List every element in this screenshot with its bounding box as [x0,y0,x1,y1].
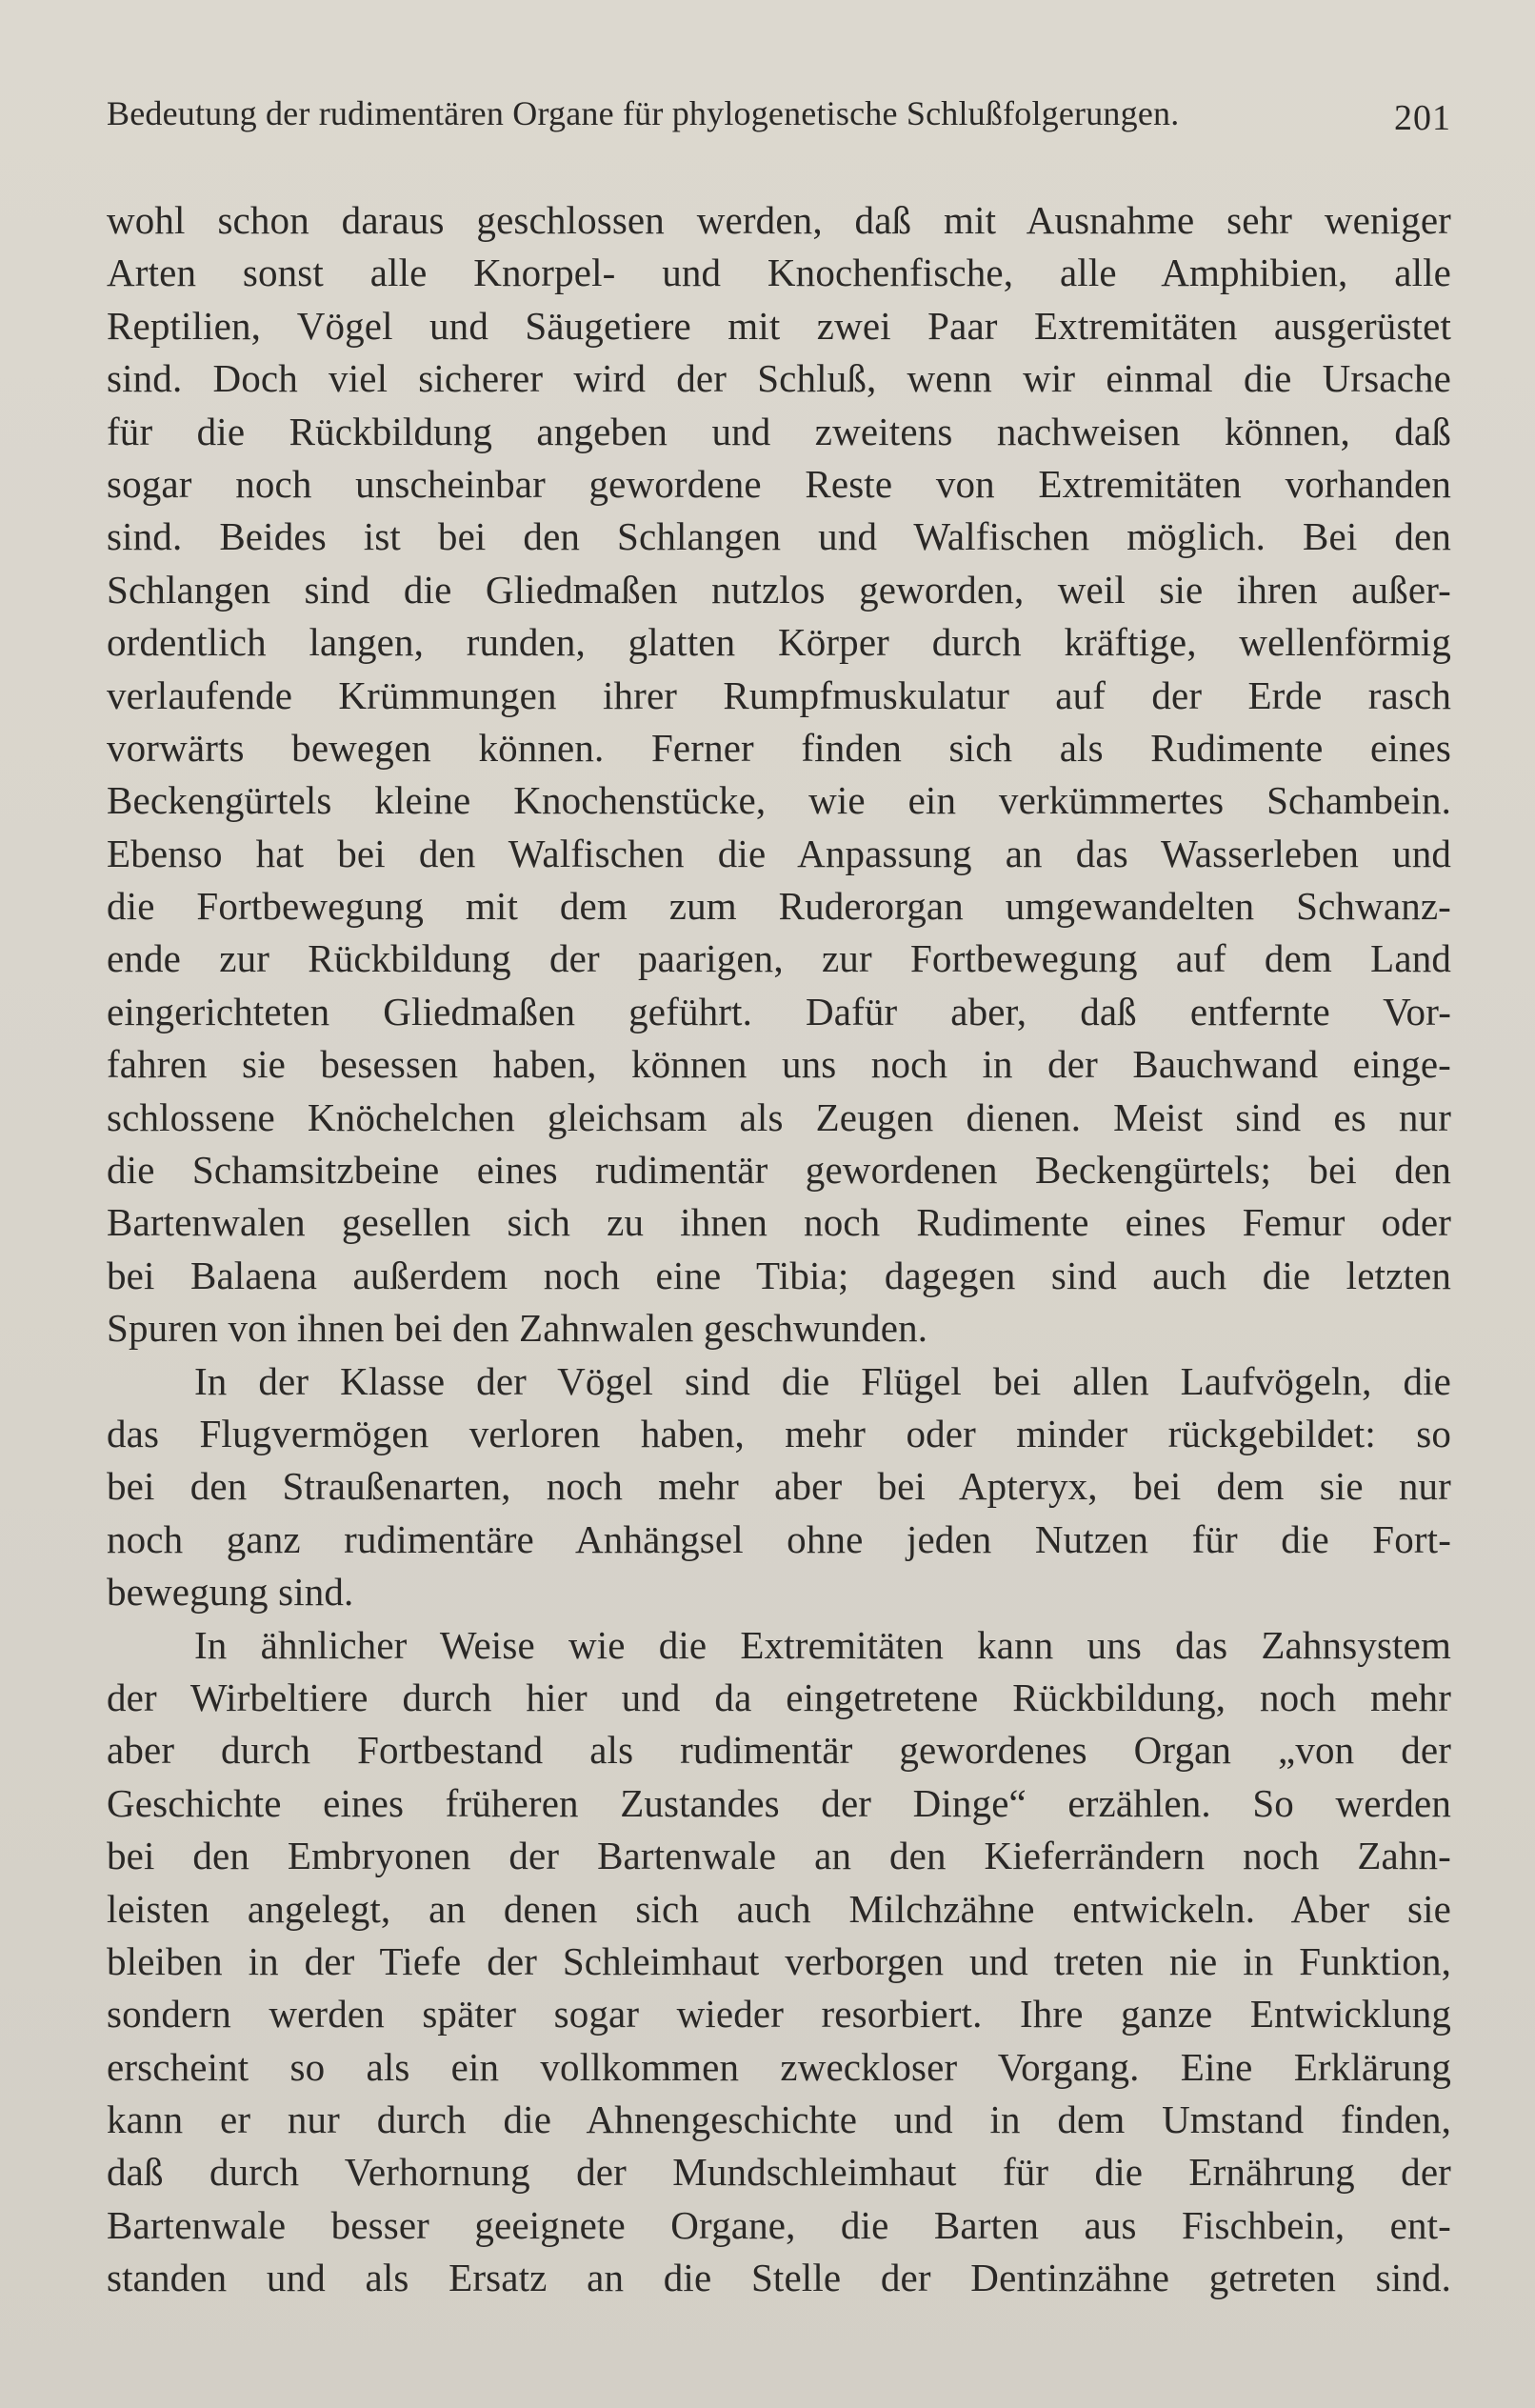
text-line: bei Balaena außerdem noch eine Tibia; dagegen sind auch die letzten [107,1253,1451,1297]
text-line: eingerichteten Gliedmaßen geführt. Dafür aber, daß entfernte Vor- [107,989,1451,1033]
text-line: leisten angelegt, an denen sich auch Milchzähne entwickeln. Aber sie [107,1886,1451,1931]
text-line: sogar noch unscheinbar gewordene Reste von Extremitäten vorhanden [107,461,1451,506]
running-head [107,93,1451,150]
text-line: standen und als Ersatz an die Stelle der Dentinzähne getreten sind. [107,2256,1451,2300]
paragraph-end-line: Spuren von ihnen bei den Zahnwalen geschwunden. [107,1306,928,1351]
text-line: schlossene Knöchelchen gleichsam als Zeugen dienen. Meist sind es nur [107,1094,1451,1139]
text-line: aber durch Fortbestand als rudimentär gewordenes Organ „von der [107,1728,1451,1773]
text-line: Arten sonst alle Knorpel- und Knochenfische, alle Amphibien, alle [107,251,1451,295]
text-line: sind. Doch viel sicherer wird der Schluß, wenn wir einmal die Ursache [107,356,1451,401]
text-line: das Flugvermögen verloren haben, mehr oder minder rückgebildet: so [107,1411,1451,1455]
text-line: Beckengürtels kleine Knochenstücke, wie ein verkümmertes Schambein. [107,778,1451,823]
paragraph-start-line: In der Klasse der Vögel sind die Flügel bei allen Laufvögeln, die [194,1358,1451,1403]
text-line: Bartenwalen gesellen sich zu ihnen noch Rudimente eines Femur oder [107,1200,1451,1245]
paragraph-start-line: In ähnlicher Weise wie die Extremitäten kann uns das Zahnsystem [194,1622,1451,1667]
text-line: ordentlich langen, runden, glatten Körper durch kräftige, wellenförmig [107,620,1451,665]
text-line: erscheint so als ein vollkommen zweckloser Vorgang. Eine Erklärung [107,2044,1451,2089]
paragraph-end-line: bewegung sind. [107,1570,354,1615]
text-line: bei den Straußenarten, noch mehr aber bei Apteryx, bei dem sie nur [107,1464,1451,1509]
text-line: Ebenso hat bei den Walfischen die Anpassung an das Wasserleben und [107,831,1451,875]
text-line: vorwärts bewegen können. Ferner finden sich als Rudimente eines [107,725,1451,770]
text-line: die Fortbewegung mit dem zum Ruderorgan umgewandelten Schwanz- [107,884,1451,929]
body-text [107,194,1451,2305]
text-line: sind. Beides ist bei den Schlangen und Walfischen möglich. Bei den [107,514,1451,559]
text-line: der Wirbeltiere durch hier und da eingetretene Rückbildung, noch mehr [107,1675,1451,1719]
text-line: sondern werden später sogar wieder resorbiert. Ihre ganze Entwicklung [107,1992,1451,2037]
text-line: wohl schon daraus geschlossen werden, daß mit Ausnahme sehr weniger [107,198,1451,242]
text-line: fahren sie besessen haben, können uns noch in der Bauchwand einge- [107,1042,1451,1087]
text-line: bei den Embryonen der Bartenwale an den Kieferrändern noch Zahn- [107,1834,1451,1878]
text-line: ende zur Rückbildung der paarigen, zur Fortbewegung auf dem Land [107,936,1451,981]
page-number: 201 [1394,98,1451,138]
text-line: daß durch Verhornung der Mundschleimhaut für die Ernährung der [107,2150,1451,2195]
text-line: bleiben in der Tiefe der Schleimhaut verborgen und treten nie in Funktion, [107,1938,1451,1983]
running-head-title: Bedeutung der rudimentären Organe für phylogenetische Schlußfolgerungen. [107,94,1180,132]
text-line: Reptilien, Vögel und Säugetiere mit zwei Paar Extremitäten ausgerüstet [107,303,1451,348]
text-line: noch ganz rudimentäre Anhängsel ohne jeden Nutzen für die Fort- [107,1516,1451,1561]
text-line: für die Rückbildung angeben und zweitens nachweisen können, daß [107,409,1451,453]
text-line: Bartenwale besser geeignete Organe, die Barten aus Fischbein, ent- [107,2202,1451,2247]
text-line: verlaufende Krümmungen ihrer Rumpfmuskulatur auf der Erde rasch [107,672,1451,717]
text-line: die Schamsitzbeine eines rudimentär gewordenen Beckengürtels; bei den [107,1148,1451,1193]
text-line: Schlangen sind die Gliedmaßen nutzlos geworden, weil sie ihren außer- [107,567,1451,612]
text-line: Geschichte eines früheren Zustandes der Dinge“ erzählen. So werden [107,1780,1451,1825]
text-line: kann er nur durch die Ahnengeschichte und in dem Umstand finden, [107,2097,1451,2142]
